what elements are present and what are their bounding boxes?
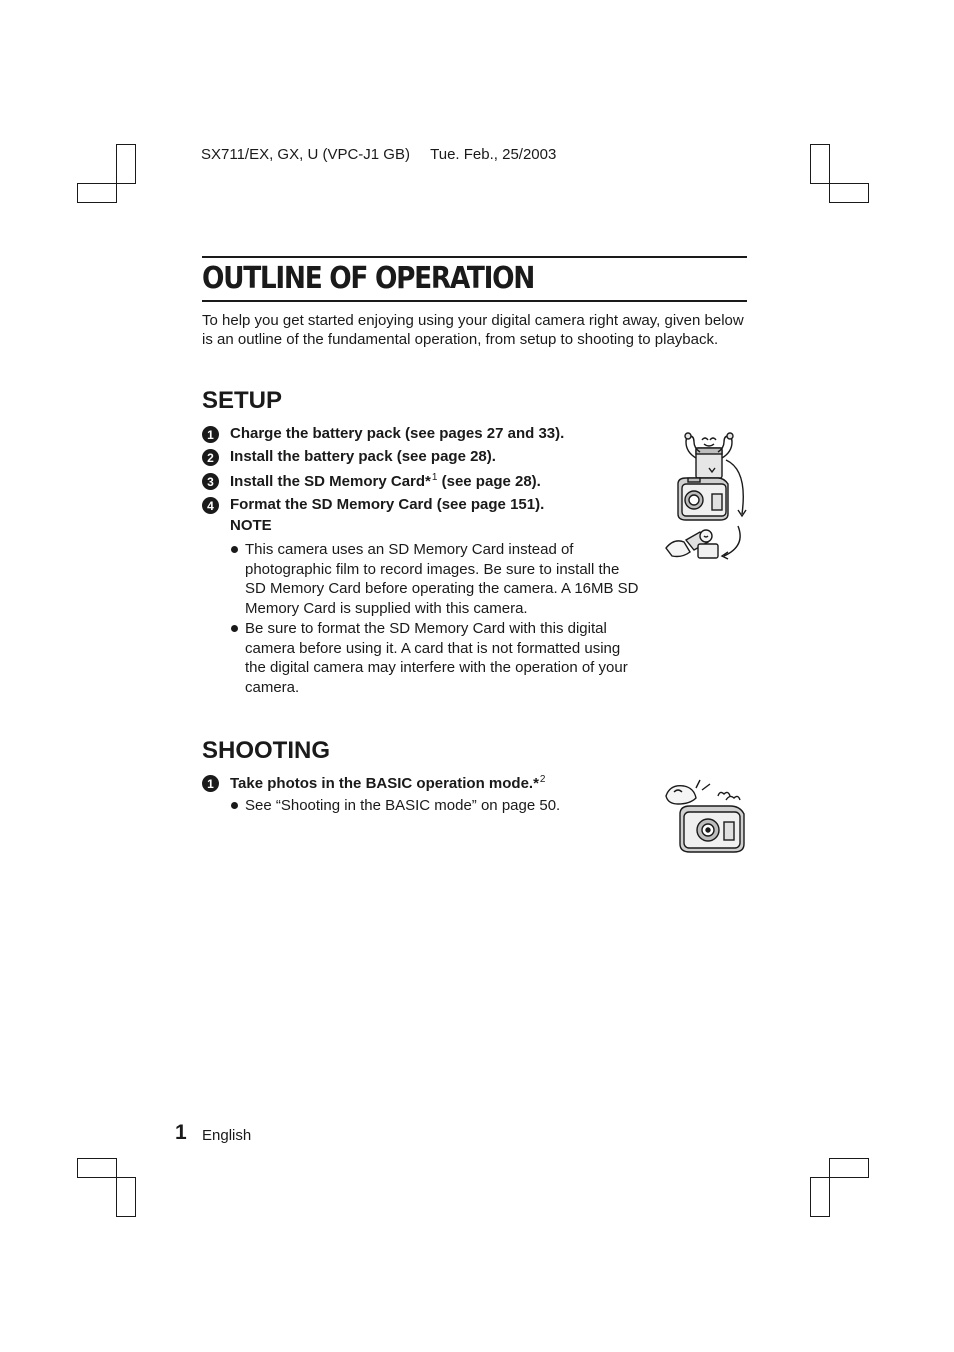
footnote-marker: 1 bbox=[431, 472, 438, 483]
battery-camera-card-illustration-icon bbox=[658, 428, 754, 564]
crop-mark-bottom-right-vertical bbox=[810, 1177, 830, 1217]
page-number: 1 bbox=[175, 1121, 187, 1144]
setup-step-3-text-after: (see page 28). bbox=[437, 473, 541, 490]
header-date: Tue. Feb., 25/2003 bbox=[430, 146, 557, 163]
setup-step-4-text: Format the SD Memory Card (see page 151). bbox=[230, 496, 545, 513]
footer-language: English bbox=[202, 1127, 252, 1144]
camera-shooting-illustration-icon bbox=[660, 778, 750, 858]
note-bullet-2-text: Be sure to format the SD Memory Card with this digital camera before using it. A card that is not formatted using the digital camera may interfere with the operation of your camera. bbox=[245, 620, 628, 696]
crop-mark-top-right-horizontal bbox=[829, 183, 869, 203]
title-rule-bottom bbox=[202, 300, 747, 302]
shooting-heading: SHOOTING bbox=[202, 737, 331, 764]
crop-mark-bottom-left-horizontal bbox=[77, 1158, 117, 1178]
step-number-badge: 1 bbox=[202, 775, 219, 792]
bullet-dot-icon bbox=[231, 625, 238, 632]
step-number-badge: 4 bbox=[202, 497, 219, 514]
note-bullet-1 bbox=[230, 540, 640, 618]
header-model: SX711/EX, GX, U (VPC-J1 GB) bbox=[201, 146, 410, 163]
note-label: NOTE bbox=[230, 517, 272, 534]
crop-mark-top-right-vertical bbox=[810, 144, 830, 184]
setup-heading: SETUP bbox=[202, 387, 283, 414]
shooting-bullet-1-text: See “Shooting in the BASIC mode” on page 50. bbox=[245, 797, 561, 814]
note-bullet-2 bbox=[230, 619, 640, 697]
crop-mark-bottom-right-horizontal bbox=[829, 1158, 869, 1178]
crop-mark-top-left-horizontal bbox=[77, 183, 117, 203]
shooting-bullet-1 bbox=[230, 796, 640, 816]
footnote-marker: 2 bbox=[539, 774, 546, 785]
intro-paragraph: To help you get started enjoying using your digital camera right away, given below is an outline of the fundamental operation, from setup to shooting to playback. bbox=[202, 312, 744, 349]
setup-step-2-text: Install the battery pack (see page 28). bbox=[230, 448, 496, 465]
setup-step-3-text bbox=[230, 472, 541, 490]
step-number-badge: 3 bbox=[202, 473, 219, 490]
crop-mark-top-left-vertical bbox=[116, 144, 136, 184]
bullet-dot-icon bbox=[231, 546, 238, 553]
setup-step-3-text-main: Install the SD Memory Card* bbox=[230, 473, 431, 490]
crop-mark-bottom-left-vertical bbox=[116, 1177, 136, 1217]
print-header bbox=[201, 146, 556, 163]
shooting-step-1-text bbox=[230, 774, 545, 792]
shooting-step-1-text-main: Take photos in the BASIC operation mode.* bbox=[230, 775, 539, 792]
setup-step-1-text: Charge the battery pack (see pages 27 and 33). bbox=[230, 425, 565, 442]
step-number-badge: 2 bbox=[202, 449, 219, 466]
bullet-dot-icon bbox=[231, 802, 238, 809]
note-bullet-1-text: This camera uses an SD Memory Card instead of photographic film to record images. Be sure to install the SD Memory Card before operating the camera. A 16MB SD Memory Card is supplied with this camera. bbox=[245, 541, 639, 617]
page-title: OUTLINE OF OPERATION bbox=[202, 261, 535, 296]
title-rule-top bbox=[202, 256, 747, 258]
step-number-badge: 1 bbox=[202, 426, 219, 443]
